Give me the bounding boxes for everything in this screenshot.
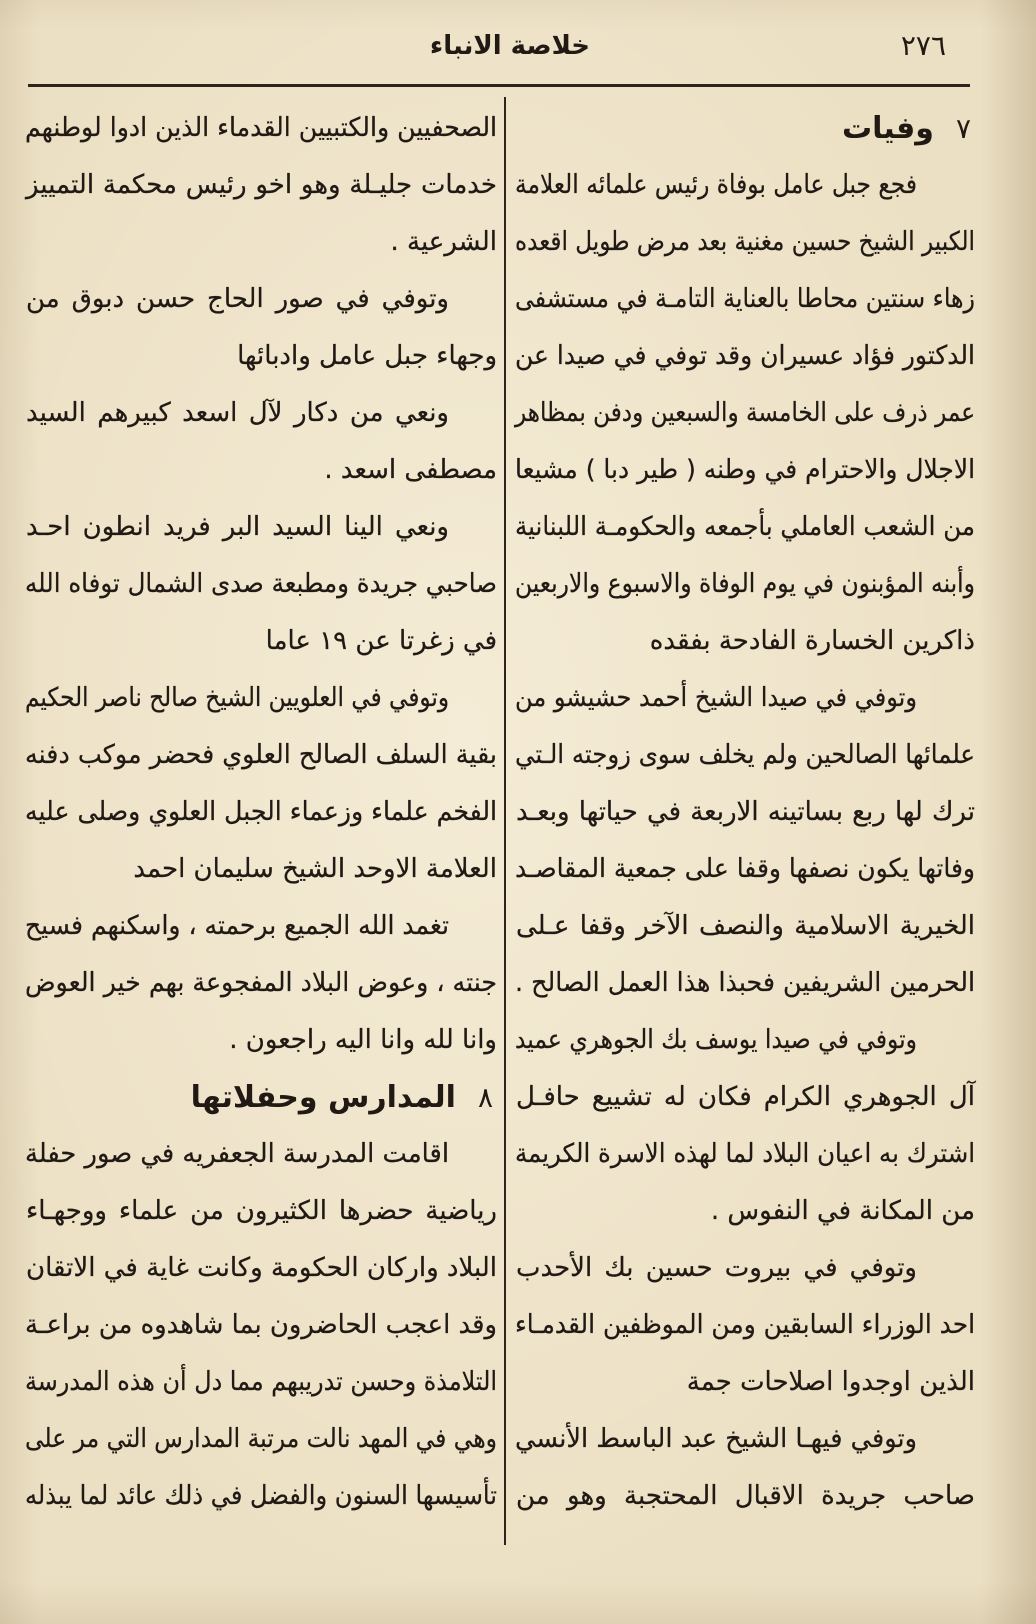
column-right [515, 100, 975, 1525]
running-title: خلاصة الانباء [429, 31, 591, 61]
text-line: اقامت المدرسة الجعفريه في صور حفلة [25, 1139, 449, 1169]
text-line: الكبير الشيخ حسين مغنية بعد مرض طويل اقعده [514, 227, 975, 257]
text-line: التلامذة وحسن تدريبهم مما دل أن هذه المدرسة [24, 1367, 498, 1397]
text-line: وهي في المهد نالت مرتبة المدارس التي مر على [24, 1424, 498, 1454]
section-number: ٨ [477, 1081, 493, 1114]
text-line: مصطفى اسعد . [324, 455, 497, 485]
text-line: وتوفي في العلويين الشيخ صالح ناصر الحكيم [24, 683, 449, 713]
text-line: البلاد واركان الحكومة وكانت غاية في الاتقان [26, 1253, 497, 1283]
section-title: المدارس وحفلاتها [190, 1080, 456, 1115]
text-line: صاحبي جريدة ومطبعة صدى الشمال توفاه الله [25, 569, 497, 599]
column-left [25, 100, 497, 1525]
text-line: تأسيسها السنون والفضل في ذلك عائد لما يبذله [24, 1481, 498, 1511]
text-line: وجهاء جبل عامل وادبائها [237, 341, 497, 371]
text-line: عمر ذرف على الخامسة والسبعين ودفن بمظاهر [515, 398, 975, 428]
text-line: ذاكرين الخسارة الفادحة بفقده [649, 626, 975, 656]
text-line: وتوفي فيهـا الشيخ عبد الباسط الأنسي [515, 1424, 917, 1454]
text-line: ترك لها ربع بساتينه الاربعة في حياتها وبعـد [516, 797, 975, 827]
text-line: اشترك به اعيان البلاد لما لهذه الاسرة الكريمة [514, 1139, 975, 1169]
page-number: ٢٧٦ [900, 29, 946, 62]
text-line: ونعي من دكار لآل اسعد كبيرهم السيد [25, 398, 449, 428]
text-line: رياضية حضرها الكثيرون من علماء ووجهـاء [26, 1196, 497, 1226]
text-line: في زغرتا عن ١٩ عاما [265, 626, 497, 656]
text-line: وانا لله وانا اليه راجعون . [229, 1025, 497, 1055]
text-line: علمائها الصالحين ولم يخلف سوى زوجته الـتي [514, 740, 975, 770]
text-line: الفخم علماء وزعماء الجبل العلوي وصلى عليه [25, 797, 497, 827]
text-line: زهاء سنتين محاطا بالعناية التامـة في مستشفى [515, 284, 975, 314]
section-title: وفيات [842, 111, 934, 146]
text-line: احد الوزراء السابقين ومن الموظفين القدمـاء [515, 1310, 975, 1340]
section-number: ٧ [955, 112, 971, 145]
text-line: آل الجوهري الكرام فكان له تشييع حافـل [516, 1082, 975, 1112]
text-line: تغمد الله الجميع برحمته ، واسكنهم فسيح [25, 911, 450, 941]
text-line: من المكانة في النفوس . [710, 1196, 975, 1226]
text-line: الدكتور فؤاد عسيران وقد توفي في صيدا عن [514, 341, 975, 371]
text-line: العلامة الاوحد الشيخ سليمان احمد [133, 854, 497, 884]
text-line: وقد اعجب الحاضرون بما شاهدوه من براعـة [24, 1310, 498, 1340]
text-line: الخيرية الاسلامية والنصف الآخر وقفا عـلى [516, 911, 975, 941]
text-line: خدمات جليـلة وهو اخو رئيس محكمة التمييز [26, 170, 497, 200]
text-line: بقية السلف الصالح العلوي فحضر موكب دفنه [25, 740, 497, 770]
text-line: الحرمين الشريفين فحبذا هذا العمل الصالح . [514, 968, 975, 998]
text-line: الصحفيين والكتبيين القدماء الذين ادوا لوطنهم [25, 113, 498, 143]
text-line: وتوفي في صور الحاج حسن دبوق من [26, 284, 449, 314]
text-line: ونعي الينا السيد البر فريد انطون احـد [26, 512, 449, 542]
text-line: الشرعية . [390, 227, 497, 257]
section-heading [842, 100, 975, 157]
header-rule [28, 84, 970, 87]
text-line: وأبنه المؤبنون في يوم الوفاة والاسبوع والاربعين [514, 569, 975, 599]
text-line: الاجلال والاحترام في وطنه ( طير دبا ) مشيعا [515, 455, 975, 485]
text-line: جنته ، وعوض البلاد المفجوعة بهم خير العوض [24, 968, 498, 998]
text-line: من الشعب العاملي بأجمعه والحكومـة اللبنانية [514, 512, 975, 542]
text-line: وتوفي في صيدا يوسف بك الجوهري عميد [514, 1025, 917, 1055]
text-line: وفاتها يكون نصفها وقفا على جمعية المقاصـد [514, 854, 975, 884]
text-line: فجع جبل عامل بوفاة رئيس علمائه العلامة [515, 170, 917, 200]
text-line: صاحب جريدة الاقبال المحتجبة وهو من [516, 1481, 975, 1511]
text-line: الذين اوجدوا اصلاحات جمة [686, 1367, 975, 1397]
text-line: وتوفي في صيدا الشيخ أحمد حشيشو من [515, 683, 917, 713]
column-divider [504, 97, 506, 1545]
section-heading [191, 1069, 497, 1126]
text-line: وتوفي في بيروت حسين بك الأحدب [515, 1253, 917, 1283]
